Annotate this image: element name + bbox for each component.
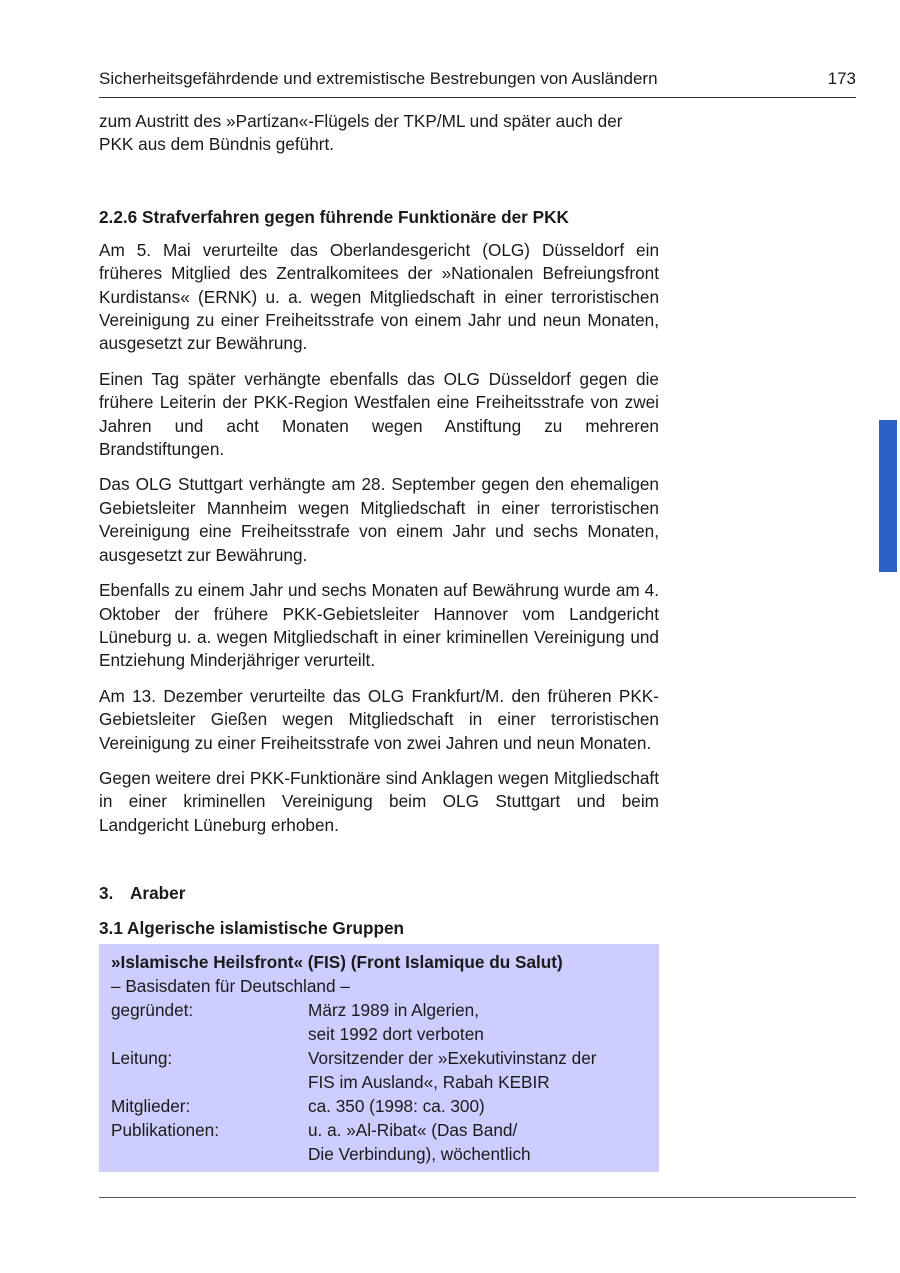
footer-rule [99, 1197, 856, 1198]
infobox-value-line: Die Verbindung), wöchentlich [308, 1144, 531, 1165]
basisdaten-infobox [99, 944, 659, 1172]
section-heading-3-1: 3.1 Algerische islamistische Gruppen [99, 918, 405, 939]
infobox-key: gegründet: [111, 1000, 194, 1021]
paragraph-6: Gegen weitere drei PKK-Funktionäre sind Anklagen wegen Mitgliedschaft in einer kriminellen Vereinigung beim OLG Stuttgart und beim Landgericht Lüneburg erhoben. [99, 767, 659, 835]
infobox-row-mitglieder [111, 1094, 647, 1118]
header-rule [99, 97, 856, 98]
infobox-value-line: seit 1992 dort verboten [308, 1024, 484, 1045]
infobox-key: Publikationen: [111, 1120, 219, 1141]
infobox-value [308, 1046, 647, 1094]
paragraph-5: Am 13. Dezember verurteilte das OLG Frankfurt/M. den früheren PKK-Gebietsleiter Gießen wegen Mitgliedschaft in einer terroristischen Vereinigung zu einer Freiheitsstrafe von zwei Jahren und neun Monaten. [99, 685, 659, 753]
infobox-value [308, 998, 647, 1046]
main-text-column [99, 110, 659, 1172]
section-heading-2-2-6: 2.2.6 Strafverfahren gegen führende Funktionäre der PKK [99, 206, 569, 227]
chapter-tab-marker [879, 420, 897, 572]
infobox-value-line: ca. 350 (1998: ca. 300) [308, 1096, 485, 1117]
infobox-value-line: Vorsitzender der »Exekutivinstanz der [308, 1048, 597, 1069]
infobox-row-publikationen [111, 1118, 647, 1166]
paragraph-3: Das OLG Stuttgart verhängte am 28. September gegen den ehemaligen Gebietsleiter Mannheim wegen Mitgliedschaft in einer terroristischen Vereinigung eine Freiheitsstrafe von einem Jahr und sechs Monaten, ausgesetzt zur Bewährung. [99, 474, 659, 565]
paragraph-2: Einen Tag später verhängte ebenfalls das OLG Düsseldorf gegen die frühere Leiterin der PKK-Region Westfalen eine Freiheitsstrafe von zwei Jahren und acht Monaten wegen Anstiftung zu mehreren Brandstiftungen. [99, 368, 659, 460]
infobox-value [308, 1094, 647, 1118]
page-number: 173 [827, 69, 856, 88]
section-number: 3. [99, 883, 114, 904]
section-title: Araber [130, 883, 186, 904]
paragraph-4: Ebenfalls zu einem Jahr und sechs Monaten auf Bewährung wurde am 4. Oktober der frühere PKK-Gebietsleiter Hannover vom Landgericht Lüneburg u. a. wegen Mitgliedschaft in einer kriminellen Vereinigung und Entziehung Minderjähriger verurteilt. [99, 580, 659, 671]
infobox-value-line: u. a. »Al-Ribat« (Das Band/ [308, 1120, 518, 1141]
infobox-value-line: März 1989 in Algerien, [308, 1000, 480, 1021]
infobox-value-line: FIS im Ausland«, Rabah KEBIR [308, 1072, 550, 1093]
infobox-key: Leitung: [111, 1048, 173, 1069]
running-header-title: Sicherheitsgefährdende und extremistische Bestrebungen von Ausländern [99, 69, 658, 88]
infobox-row-gegruendet [111, 998, 647, 1046]
infobox-subtitle: – Basisdaten für Deutschland – [111, 976, 350, 997]
intro-paragraph: zum Austritt des »Partizan«-Flügels der TKP/ML und später auch der PKK aus dem Bündnis geführt. [99, 111, 623, 155]
section-heading-3 [99, 882, 659, 905]
infobox-value [308, 1118, 647, 1166]
paragraph-1: Am 5. Mai verurteilte das Oberlandesgericht (OLG) Düsseldorf ein früheres Mitglied des Zentralkomitees der »Nationalen Befreiungsfront Kurdistans« (ERNK) u. a. wegen Mitgliedschaft in einer terroristischen Vereinigung zu einer Freiheitsstrafe von einem Jahr und neun Monaten, ausgesetzt zur Bewährung. [99, 239, 659, 354]
infobox-title: »Islamische Heilsfront« (FIS) (Front Islamique du Salut) [111, 952, 563, 973]
infobox-key: Mitglieder: [111, 1096, 191, 1117]
infobox-row-leitung [111, 1046, 647, 1094]
